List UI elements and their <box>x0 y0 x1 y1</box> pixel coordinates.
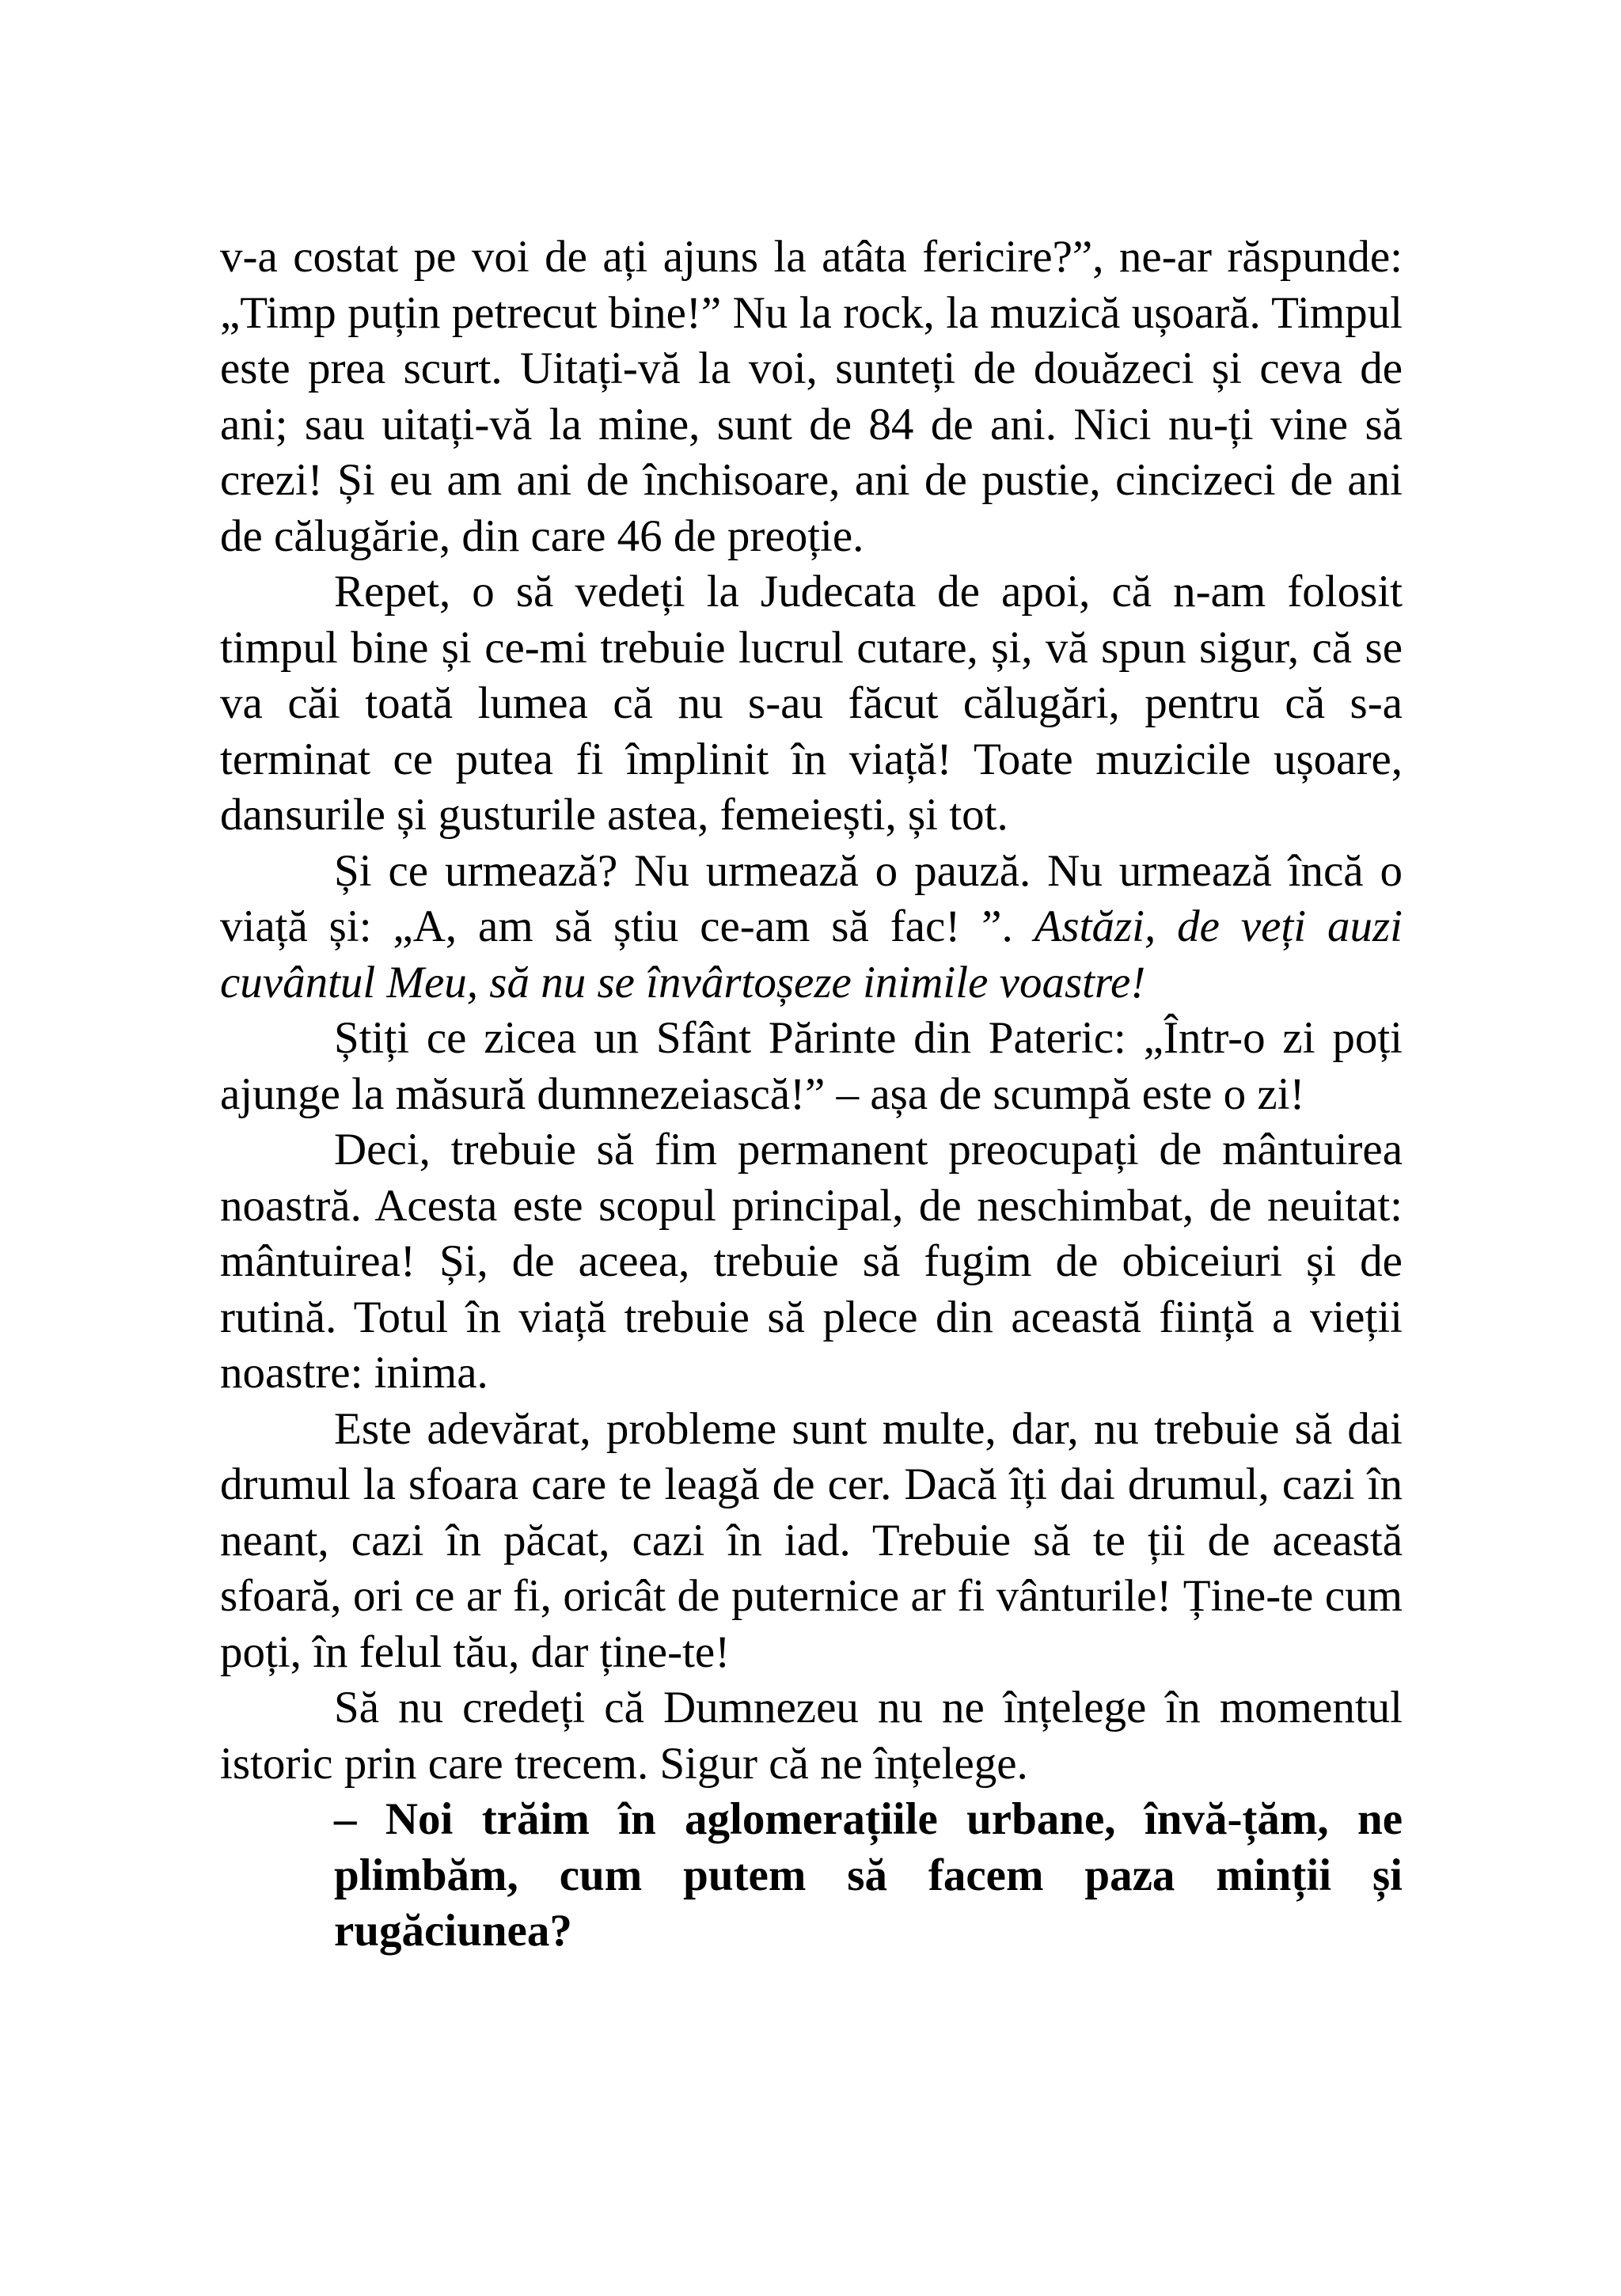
paragraph-7: Să nu credeți că Dumnezeu nu ne înțelege în momentul istoric prin care trecem. Sigur că ne înțelege. <box>220 1683 1403 1789</box>
paragraph-1: v-a costat pe voi de ați ajuns la atâta fericire?”, ne-ar răspunde: „Timp puțin petrecut bine!” Nu la rock, la muzică ușoară. Timpul este prea scurt. Uitați-vă la voi, sunteți de douăzeci și ceva de ani; sau uitați-vă la mine, sunt de 84 de ani. Nici nu-ți vine să crezi! Și eu am ani de închisoare, ani de pustie, cincizeci de ani de călugărie, din care 46 de preoție. <box>220 232 1403 561</box>
paragraph-3 <box>220 844 1403 1011</box>
scripture-quote: Astăzi, de veți auzi cuvântul Meu, să nu se învârtoșeze inimile voastre! <box>220 901 1403 1008</box>
paragraph-3-text: Și ce urmează? Nu urmează o pauză. Nu urmează încă o viață și: „A, am să știu ce-am să fac! ”. <box>220 845 1403 951</box>
paragraph-5: Deci, trebuie să fim permanent preocupați de mântuirea noastră. Acesta este scopul principal, de neschimbat, de neuitat: mântuirea! Și, de aceea, trebuie să fugim de obiceiuri și de rutină. Totul în viață trebuie să plece din această ființă a vieții noastre: inima. <box>220 1125 1403 1398</box>
question-heading: – Noi trăim în aglomerațiile urbane, învă-țăm, ne plimbăm, cum putem să facem paza minții și rugăciunea? <box>334 1794 1403 1956</box>
paragraph-4: Știți ce zicea un Sfânt Părinte din Pateric: „Într-o zi poți ajunge la măsură dumnezeiască!” – așa de scumpă este o zi! <box>220 1013 1403 1119</box>
paragraph-6: Este adevărat, probleme sunt multe, dar, nu trebuie să dai drumul la sfoara care te leagă de cer. Dacă îți dai drumul, cazi în neant, cazi în păcat, cazi în iad. Trebuie să te ții de această sfoară, ori ce ar fi, oricât de puternice ar fi vânturile! Ține-te cum poți, în felul tău, dar ține-te! <box>220 1403 1403 1677</box>
paragraph-2: Repet, o să vedeți la Judecata de apoi, că n-am folosit timpul bine și ce-mi trebuie lucrul cutare, și, vă spun sigur, că se va căi toată lumea că nu s-au făcut călugări, pentru că s-a terminat ce putea fi împlinit în viață! Toate muzicile ușoare, dansurile și gusturile astea, femeiești, și tot. <box>220 567 1403 840</box>
body-text <box>220 230 1403 1960</box>
